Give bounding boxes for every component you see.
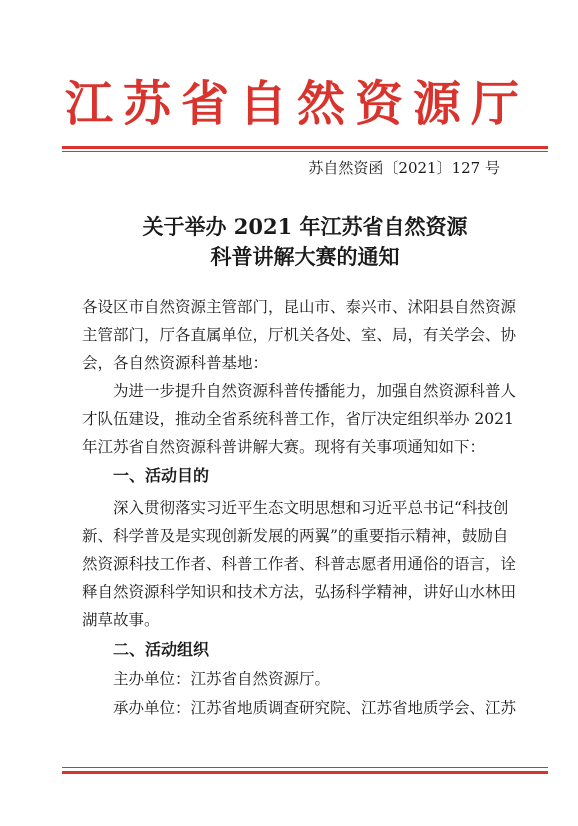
document-title-line: 关于举办 2021 年江苏省自然资源 [142, 214, 468, 239]
body-line: 承办单位：江苏省地质调查研究院、江苏省地质学会、江苏 [113, 699, 517, 717]
body-line: 释自然资源科学知识和技术方法，弘扬科学精神，讲好山水林田 [82, 583, 517, 601]
body-line: 主管部门，厅各直属单位，厅机关各处、室、局，有关学会、协 [82, 326, 517, 344]
body-line: 年江苏省自然资源科普讲解大赛。现将有关事项通知如下： [82, 438, 486, 456]
body-line: 深入贯彻落实习近平生态文明思想和习近平总书记“科技创 [113, 499, 509, 517]
document-title-line: 科普讲解大赛的通知 [210, 244, 400, 269]
body-line: 各设区市自然资源主管部门，昆山市、泰兴市、沭阳县自然资源 [82, 298, 517, 316]
body-line: 主办单位：江苏省自然资源厅。 [113, 670, 331, 688]
letterhead-rule-thin [62, 151, 548, 152]
body-line: 为进一步提升自然资源科普传播能力，加强自然资源科普人 [113, 382, 517, 400]
section-heading: 二、活动组织 [113, 640, 210, 659]
document-number: 苏自然资函〔2021〕127 号 [308, 159, 500, 177]
body-line: 湖草故事。 [82, 611, 160, 629]
footer-rule-thick [62, 771, 548, 774]
body-line: 新、科学普及是实现创新发展的两翼”的重要指示精神，鼓励自 [82, 527, 509, 545]
letterhead-title: 江苏省自然资源厅 [64, 76, 529, 132]
letterhead-rule-thick [62, 146, 548, 149]
footer-rule-thin [62, 767, 548, 768]
body-line: 才队伍建设，推动全省系统科普工作，省厅决定组织举办 2021 [82, 410, 514, 428]
body-line: 然资源科技工作者、科普工作者、科普志愿者用通俗的语言，诠 [82, 555, 517, 573]
section-heading: 一、活动目的 [113, 466, 210, 485]
body-line: 会，各自然资源科普基地： [82, 354, 269, 372]
